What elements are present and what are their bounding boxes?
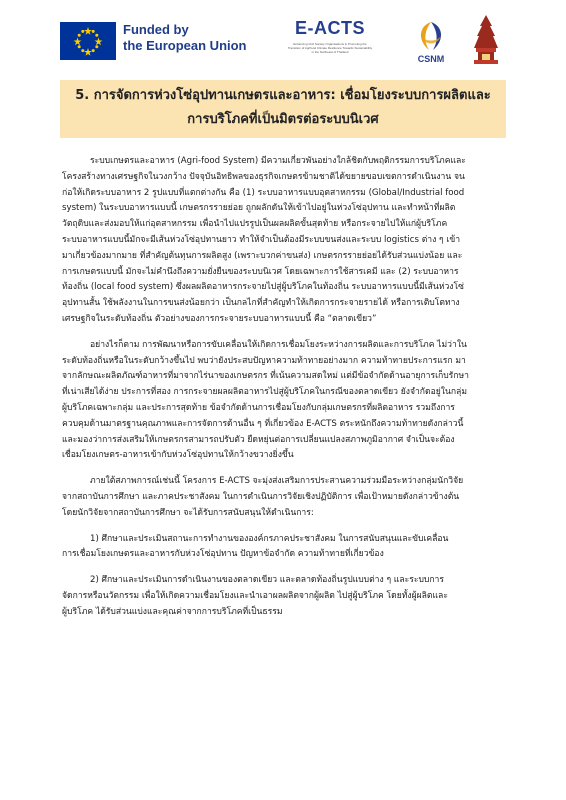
eu-line-1: Funded by <box>123 22 189 37</box>
text-line: การเกษตรแบบนี้ มักจะไม่คำนึงถึงความยั่งยืนของระบบนิเวศ โดยเฉพาะการใช้สารเคมี และ (2) ระบบอาหาร <box>62 266 459 277</box>
text-line: 1) ศึกษาและประเมินสถานะการทำงานขององค์กรภาคประชาสังคม ในการสนับสนุนและขับเคลื่อน <box>90 533 449 544</box>
paragraph-2 <box>62 338 506 464</box>
eu-funding-text <box>123 22 273 54</box>
text-line: ภายใต้สภาพการณ์เช่นนี้ โครงการ E-ACTS จะมุ่งส่งเสริมการประสานความร่วมมือระหว่างกลุ่มนักวิจัย <box>90 476 464 487</box>
section-title <box>60 80 506 138</box>
eacts-title: E-ACTS <box>295 18 365 38</box>
text-line: และมองว่าการส่งเสริมให้เกษตรกรสามารถปรับตัว ยืดหยุ่นต่อการเปลี่ยนแปลงสภาพภูมิอากาศ จำเป็นจะต้อง <box>62 434 455 445</box>
university-seal-icon <box>468 14 504 66</box>
text-line: มาเกี่ยวข้องมากมาย ที่สำคัญต้นทุนการผลิตสูง (เพราะบวกค่าขนส่ง) เกษตรกรรายย่อยได้รับส่วนแบ่งน้อย และ <box>62 250 463 261</box>
csnm-label: CSNM <box>417 54 445 64</box>
list-item-2 <box>62 573 506 620</box>
paragraph-3 <box>62 474 506 521</box>
eacts-subtitle: Enhancing Civil Society Organisations in Promoting the Transition of Agrifood Climate Resilience Towards Sustainability in the Northeast of Thailand <box>287 42 373 54</box>
eu-flag-icon <box>60 22 116 60</box>
text-line: โดยนักวิจัยจากสถาบันการศึกษา จะได้รับการสนับสนุนให้ดำเนินการ: <box>62 507 314 518</box>
text-line: ที่เน่าเสียได้ง่าย ประการที่สอง การกระจายผลผลิตอาหารไปสู่ผู้บริโภคในกรณีของตลาดเขียว ยังจำกัดอยู่ในกลุ่ม <box>62 387 467 398</box>
text-line: system) ในระบบอาหารแบบนี้ เกษตรกรรายย่อย ถูกผลักดันให้เข้าไปอยู่ในห่วงโซ่อุปทาน และทำหน้าที่ผลิต <box>62 203 456 214</box>
text-line: อุปทานสั้น ใช้พลังงานในการขนส่งน้อยกว่า เป็นกลไกที่สำคัญทำให้เกิดการกระจายรายได้ หรือการเติบโตทาง <box>62 298 460 309</box>
text-line: ท้องถิ่น (local food system) ซึ่งผลผลิตอาหารกระจายไปสู่ผู้บริโภคในท้องถิ่น ระบบอาหารแบบนี้มีเส้นห่วงโซ่ <box>62 282 464 293</box>
text-line: ระบบเกษตรและอาหาร (Agri-food System) มีความเกี่ยวพันอย่างใกล้ชิดกับพฤติกรรมการบริโภคและ <box>90 156 466 166</box>
list-item-1 <box>62 532 506 564</box>
eacts-logo <box>285 18 375 66</box>
text-line: ผู้บริโภค ได้รับส่วนแบ่งและคุณค่าจากการบริโภคที่เป็นธรรม <box>62 606 283 617</box>
text-line: จากสถาบันการศึกษา และภาคประชาสังคม ในการดำเนินการวิจัยเชิงปฏิบัติการ เพื่อเป้าหมายดังกล่าวข้างต้น <box>62 491 460 502</box>
text-line: การเชื่อมโยงเกษตรและอาหารกับห่วงโซ่อุปทาน ปัญหาข้อจำกัด ความท้าทายที่เกี่ยวข้อง <box>62 549 384 560</box>
csnm-leaf-icon <box>409 18 453 54</box>
text-line: โครงสร้างทางเศรษฐกิจในวงกว้าง ปัจจุบันอิทธิพลของธุรกิจเกษตรข้ามชาติได้ขยายขอบเขตการดำเนินงาน จน <box>62 171 465 182</box>
text-line: เศรษฐกิจในระดับท้องถิ่น ตัวอย่างของการกระจายระบบอาหารแบบนี้ คือ “ตลาดเขียว” <box>62 313 377 324</box>
text-line: วัตถุดิบและส่งมอบให้แก่อุตสาหกรรม เพื่อนำไปแปรรูปเป็นผลผลิตขั้นสุดท้าย หรือกระจายไปให้แก่ผู้บริโภค <box>62 219 448 230</box>
text-line: อย่างไรก็ตาม การพัฒนาหรือการขับเคลื่อนให้เกิดการเชื่อมโยงระหว่างการผลิตและการบริโภค ไม่ว่าใน <box>90 339 467 350</box>
csnm-logo <box>409 18 453 66</box>
body-text <box>62 154 506 621</box>
paragraph-1 <box>62 154 506 328</box>
text-line: จัดการหรือนวัตกรรม เพื่อให้เกิดความเชื่อมโยงและนำเอาผลผลิตจากผู้ผลิต ไปสู่ผู้บริโภค โดยทั้งผู้ผลิตและ <box>62 590 448 601</box>
text-line: ผู้บริโภคเฉพาะกลุ่ม และประการสุดท้าย ข้อจำกัดด้านการเชื่อมโยงกับกลุ่มเกษตรกรที่ผลิตอาหาร รวมถึงการ <box>62 402 455 413</box>
text-line: จากลักษณะผลิตภัณฑ์อาหารที่มาจากไร่นาของเกษตรกร ที่เน้นความสดใหม่ แต่มีข้อจำกัดด้านอายุการเก็บรักษา <box>62 371 469 382</box>
header-logos <box>0 0 566 75</box>
title-line-2: การบริโภคที่เป็นมิตรต่อระบบนิเวศ <box>187 112 379 127</box>
text-line: เชื่อมโยงเกษตร-อาหารเข้ากับห่วงโซ่อุปทานให้กว้างขวางยิ่งขึ้น <box>62 450 294 461</box>
title-line-1: 5. การจัดการห่วงโซ่อุปทานเกษตรและอาหาร: เชื่อมโยงระบบการผลิตและ <box>75 88 491 103</box>
text-line: ระบบอาหารแบบนี้มักจะมีเส้นห่วงโซ่อุปทานยาว ทำให้จำเป็นต้องมีระบบขนส่งและระบบ logistics ต่าง ๆ เข้า <box>62 234 461 245</box>
text-line: ควบคุมด้านมาตรฐานคุณภาพและการจัดการด้านอื่น ๆ ที่เกี่ยวข้อง E-ACTS ตระหนักถึงความท้าทายดังกล่าวนี้ <box>62 418 464 429</box>
text-line: ระดับท้องถิ่นหรือในระดับกว้างขึ้นไป พบว่ายังประสบปัญหาความท้าทายอย่างมาก ความท้าทายประการแรก มา <box>62 355 466 366</box>
text-line: ก่อให้เกิดระบบอาหาร 2 รูปแบบที่แตกต่างกัน คือ (1) ระบบอาหารแบบอุตสาหกรรม (Global/Industrial food <box>62 187 465 198</box>
text-line: 2) ศึกษาและประเมินการดำเนินงานของตลาดเขียว และตลาดท้องถิ่นรูปแบบต่าง ๆ และระบบการ <box>90 575 444 586</box>
eu-line-2: the European Union <box>123 38 247 53</box>
